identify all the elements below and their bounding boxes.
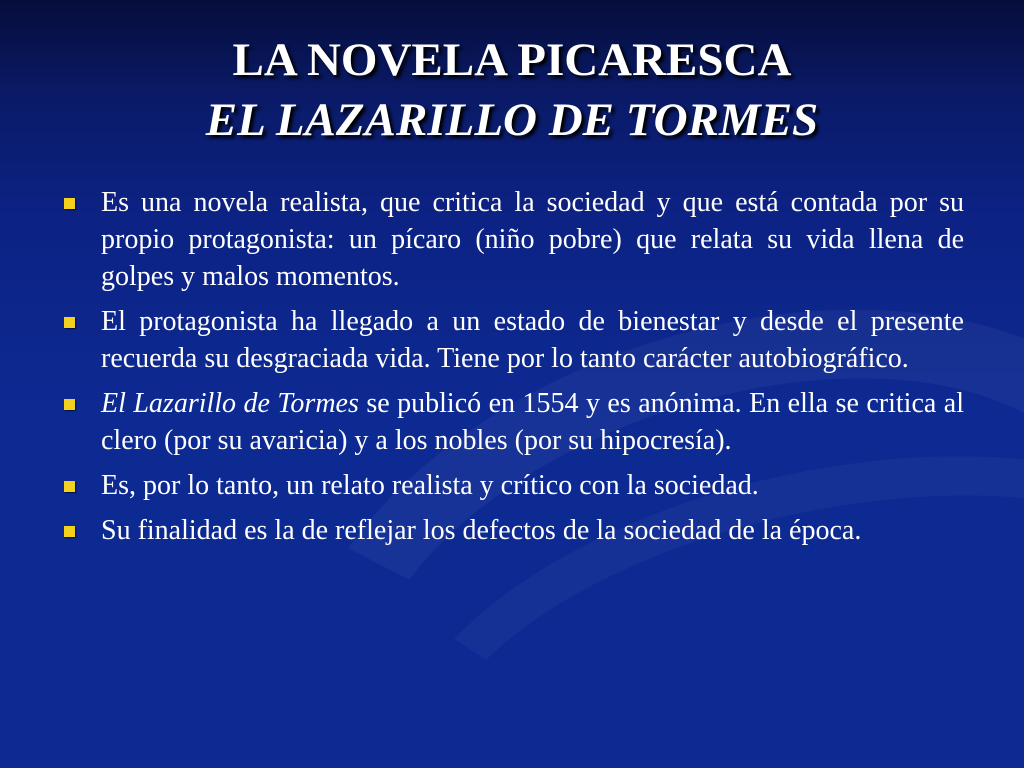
- square-bullet-icon: [64, 526, 75, 537]
- book-title-italic: El Lazarillo de Tormes: [101, 388, 359, 419]
- bullet-item: [62, 303, 964, 377]
- title-line-2: EL LAZARILLO DE TORMES: [205, 94, 819, 146]
- bullet-item: [62, 467, 964, 504]
- square-bullet-icon: [64, 198, 75, 209]
- bullet-item: [62, 512, 964, 549]
- slide-title: [0, 30, 1024, 150]
- bullet-text: Es, por lo tanto, un relato realista y crítico con la sociedad.: [101, 470, 759, 501]
- title-line-1: LA NOVELA PICARESCA: [232, 34, 792, 86]
- bullet-list: [62, 184, 964, 557]
- bullet-item: [62, 184, 964, 295]
- square-bullet-icon: [64, 399, 75, 410]
- square-bullet-icon: [64, 481, 75, 492]
- bullet-item: [62, 385, 964, 459]
- bullet-text: se publicó en 1554 y es anónima. En ella se critica al clero (por su avaricia) y a los nobles (por su hipocresía).: [101, 388, 964, 456]
- square-bullet-icon: [64, 317, 75, 328]
- bullet-text: El protagonista ha llegado a un estado de bienestar y desde el presente recuerda su desgraciada vida. Tiene por lo tanto carácter autobiográfico.: [101, 306, 964, 374]
- bullet-text: Su finalidad es la de reflejar los defectos de la sociedad de la época.: [101, 515, 862, 546]
- bullet-text: Es una novela realista, que critica la sociedad y que está contada por su propio protagonista: un pícaro (niño pobre) que relata su vida llena de golpes y malos momentos.: [101, 187, 964, 292]
